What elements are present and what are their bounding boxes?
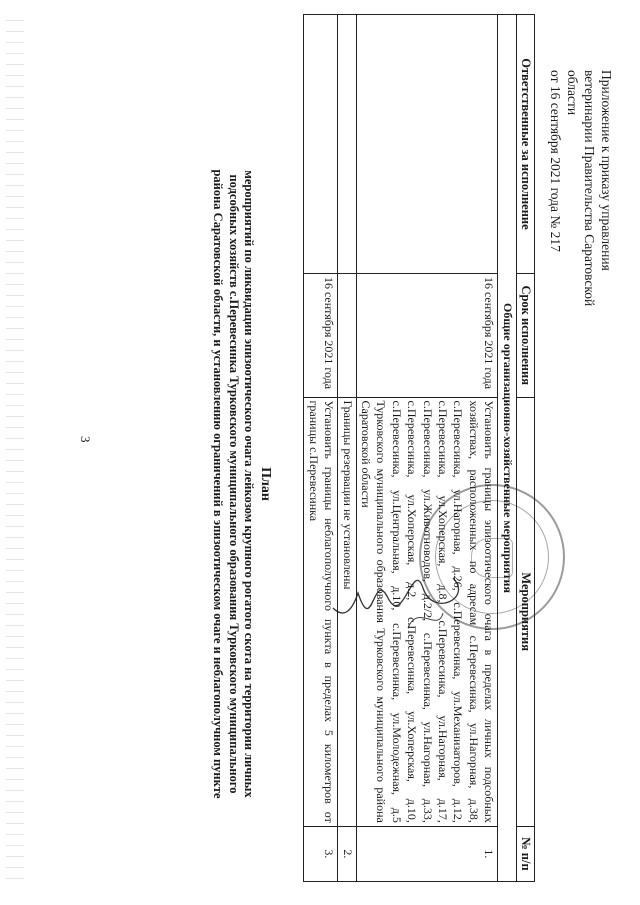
table-header-row [516,15,534,882]
table-row [338,15,356,882]
measures-table [303,14,535,882]
plan-title-line: мероприятий по ликвидации эпизоотического очага лейкозом крупного рогатого скота на территории личных [242,170,257,798]
cell-term [338,273,356,397]
appendix-header [547,70,615,307]
cell-num: 1. [356,826,498,881]
cell-action: Установить границы эпизоотического очага в пределах личных подсобных хозяйствах, расположенных по адресам с.Перевесинка, ул.Нагорная, д.38, с.Перевесинка, ул.Нагорная, д.26, с.Перевесинка, ул.Механизаторов, д.12, с.Перевесинка, ул.Хоперская, д.8, с.Перевесинка, ул.Нагорная, д.17, с.Перевесинка, ул.Животноводов, д.2/2, с.Перевесинка, ул.Нагорная, д.33, с.Перевесинка, ул.Хоперская, д.2, с.Перевесинка, ул.Хоперская, д.10, с.Перевесинка, ул.Центральная, д.10, с.Перевесинка, ул.Молодежная, д.5 Турковского муниципального образования Турковского муниципального района Саратовской области [356,397,498,826]
cell-responsible [338,15,356,274]
plan-title [210,94,273,874]
cell-term: 16 сентября 2021 года [304,273,338,397]
rotated-content [11,8,623,884]
plan-title-line: подсобных хозяйств с.Перевесинка Турковского муниципального образования Турковского муниципального [227,174,241,794]
plan-heading: План [258,467,273,501]
table-row [304,15,338,882]
section-row [498,15,516,882]
cell-action: Границы резервации не установлены [338,397,356,826]
section-title: Общие организационно-хозяйственные мероприятия [498,15,516,882]
header-responsible: Ответственные за исполнение [516,15,534,274]
header-num: № п/п [516,826,534,881]
cell-responsible [304,15,338,274]
appendix-line: от 16 сентября 2021 года № 217 [548,70,563,252]
cell-responsible [356,15,498,274]
cell-num: 2. [338,826,356,881]
header-action: Мероприятия [516,397,534,826]
cell-num: 3. [304,826,338,881]
appendix-line: ветеринарии Правительства Саратовской [582,70,597,307]
cell-term: 16 сентября 2021 года [356,273,498,397]
appendix-line: Приложение к приказу управления [599,70,614,271]
header-term: Срок исполнения [516,273,534,397]
cell-action: Установить границы неблагополучного пункта в пределах 5 километров от границы с.Перевесинка [304,397,338,826]
page-number: 3 [78,436,93,443]
table-row [356,15,498,882]
appendix-line: области [565,70,580,116]
plan-title-line: района Саратовской области, и установлению ограничений в эпизоотическом очаге и неблагополучном пункте [211,169,226,799]
